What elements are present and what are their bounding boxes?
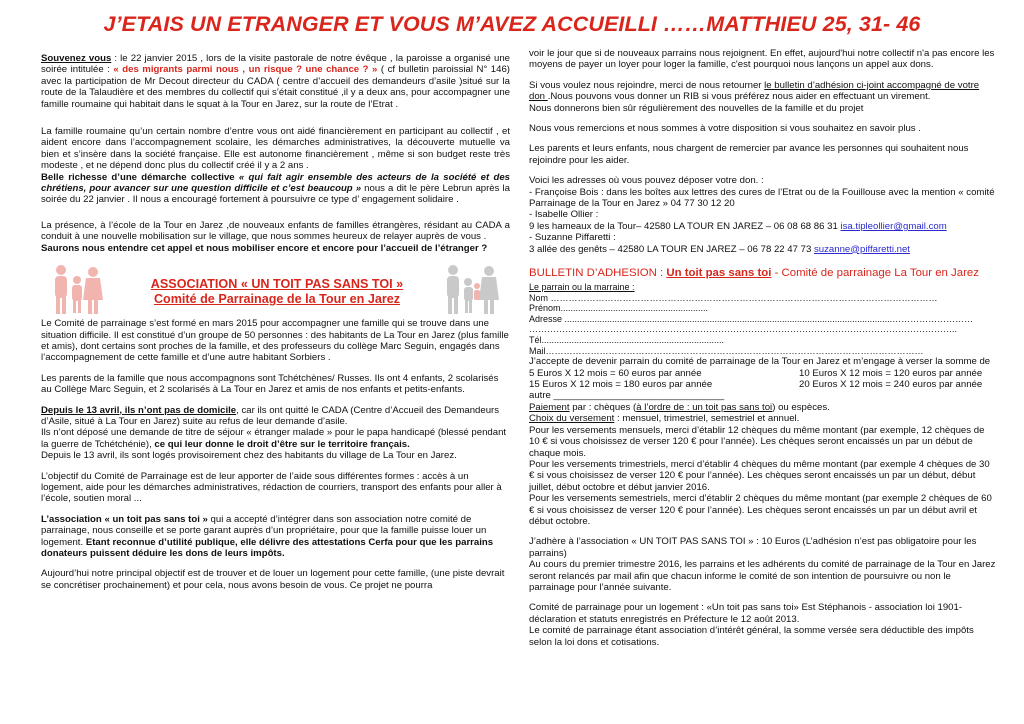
- text: 9 les hameaux de la Tour– 42580 LA TOUR EN JAREZ – 06 08 68 86 31: [529, 220, 841, 232]
- amount-option-120[interactable]: 10 Euros X 12 mois = 120 euros par année: [799, 367, 983, 379]
- tel-field[interactable]: Tél.........................................................................: [529, 335, 725, 346]
- amount-option-60[interactable]: 5 Euros X 12 mois = 60 euros par année: [529, 367, 702, 379]
- quote-lebrun: « qui fait agir ensemble des acteurs de la société et des chrétiens, pour avancer sur une question difficile et c’est beaucoup »: [41, 171, 510, 195]
- text: - Suzanne Piffaretti :: [529, 232, 616, 244]
- paragraph-domicile: [41, 405, 510, 462]
- association-subtitle: Comité de Parrainage de la Tour en Jarez: [153, 292, 401, 307]
- prenom-field[interactable]: Prénom...........................................................: [529, 303, 709, 314]
- nom-field[interactable]: Nom …………………………………………………………………………………………………………………: [529, 292, 938, 303]
- amount-options-row-2: [529, 379, 997, 390]
- bulletin-name: Un toit pas sans toi: [666, 267, 772, 280]
- text: Si vous voulez nous rejoindre, merci de nous retourner: [529, 79, 765, 91]
- adresse-field[interactable]: Adresse ...................................................................................................................................………………………: [529, 313, 974, 324]
- paragraph-remerciements: Nous vous remercions et nous sommes à votre disposition si vous souhaitez en savoir plus .: [529, 123, 921, 135]
- paragraph-ecole: La présence, à l’école de la Tour en Jarez ,de nouveaux enfants de familles étrangères, résidant au CADA a conduit à une nouvelle mobilisation sur le village, que nous sommes heureux de relayer auprès de vous .: [41, 219, 510, 243]
- lead-association: L’association « un toit pas sans toi »: [41, 513, 208, 525]
- paragraph-legal-1: Comité de parrainage pour un logement : «Un toit pas sans toi» Est Stéphanois - association loi 1901-déclaration et statuts enregistrés en Préfecture le 12 août 2013.: [529, 602, 963, 625]
- text: ) ou espèces.: [772, 401, 830, 413]
- paragraph-appel: Saurons nous entendre cet appel et nous mobiliser encore et encore pour l’accueil de l’étranger ?: [41, 242, 488, 254]
- text: : le 22 janvier 2015 , lors de la visite pastorale de notre évêque , la paroisse a organisé une soirée intitulée :: [41, 53, 511, 76]
- text: Ils n’ont déposé une demande de titre de séjour « étranger malade » pour le papa handicapé (blessé pendant la guerre de Tchétchénie),: [41, 427, 507, 450]
- mail-field[interactable]: Mail………………………………………………………………………………………………………………: [529, 345, 924, 356]
- quote-migrants: « des migrants parmi nous , un risque ? une chance ? »: [113, 64, 378, 76]
- text-ordre: à l’ordre de : un toit pas sans toi: [636, 401, 773, 413]
- page-title: J’ETAIS UN ETRANGER ET VOUS M’AVEZ ACCUEILLI ……MATTHIEU 25, 31- 46: [103, 12, 921, 36]
- left-column: [41, 53, 510, 591]
- text: nous a dit le père Lebrun après la soirée du 22 janvier . Il nous a encouragé fortement à poursuivre ce type d’ engagement solidaire .: [41, 183, 510, 206]
- amount-option-180[interactable]: 15 Euros X 12 mois = 180 euros par année: [529, 379, 713, 391]
- text: Depuis le 13 avril, ils sont logés provisoirement chez des habitants du village de La Tour en Jarez.: [41, 450, 457, 462]
- paragraph-relance: Au cours du premier trimestre 2016, les parrains et les adhérents du comité de parrainage de la Tour en Jarez seront relancés par mail afin que chacun informe le comité de son intention de poursuivre ou non le parrainage pour l’année suivante.: [529, 559, 996, 593]
- paragraph-choix: [529, 413, 997, 424]
- paragraph-aujourdhui: Aujourd’hui notre principal objectif est de trouver et de louer un logement pour cette famille, (une piste devrait se concrétiser prochainement) et pour cela, nous avons besoin de vous. Ce projet ne pourra: [41, 568, 505, 591]
- paragraph-rejoindre: [529, 80, 997, 114]
- text: Voici les adresses où vous pouvez déposer votre don. :: [529, 175, 764, 187]
- text: Nous donnerons bien sûr régulièrement des nouvelles de la famille et du projet: [529, 102, 864, 114]
- text: par : chèques (: [569, 401, 637, 413]
- amount-other-field[interactable]: autre ________________________________: [529, 390, 725, 402]
- paragraph-legal-2: Le comité de parrainage étant association d’intérêt général, la somme versée sera déductible des impôts selon la loi dons et cotisations.: [529, 625, 974, 648]
- text: .Nous pouvons vous donner un RIB si vous préférez nous aider en effectuant un virement.: [547, 91, 931, 103]
- association-title-block: [127, 277, 427, 307]
- paragraph-adhesion: J’adhère à l’association « UN TOIT PAS SANS TOI » : 10 Euros (L’adhésion n’est pas obligatoire pour les parrains): [529, 536, 977, 559]
- text: ( cf bulletin paroissial N° 146) avec la participation de Mr Decout directeur du CADA ( centre d’accueil des demandeurs d’asile )situé sur la route de la Talaudière et des membres du collectif qui s’était constitué ,il y a deux ans, pour accompagner une famille roumaine qui habitait dans le squat à la Tour en Jarez, sur la route de l’Etrat .: [41, 64, 510, 110]
- text: 3 allée des genêts – 42580 LA TOUR EN JAREZ – 06 78 22 47 73: [529, 243, 814, 255]
- paragraph-paiement: [529, 402, 997, 413]
- adresse-field-2[interactable]: ……………………………………………………………………………………………………………………………..: [529, 324, 958, 335]
- bold-cerfa: Etant reconnue d’utilité publique, elle délivre des attestations Cerfa pour que les parrains donateurs puissent déduire les dons de leurs impôts.: [41, 536, 494, 559]
- association-header: [41, 262, 510, 318]
- lead-richesse: Belle richesse d’une démarche collective: [41, 171, 235, 183]
- paragraph-souvenez: [41, 53, 510, 110]
- paragraph-richesse: [41, 172, 510, 206]
- paragraph-famille-roumaine: La famille roumaine qu’un certain nombre d’entre vous ont aidé financièrement en participant au collectif , et aident encore dans l’accompagnement scolaire, les démarches administratives, la découverte mutuelle va bien et s’insère dans la société française. Elle est autonome financièrement , même si son budget reste très modeste , et ne dépend donc plus du collectif créé il y a 2 ans .: [41, 126, 510, 172]
- family-figures-icon-right: [439, 262, 507, 318]
- text: - Françoise Bois : dans les boîtes aux lettres des cures de l’Etrat ou de la Fouillouse avec la mention « comité Parrainage de la Tour en Jarez » 04 77 30 12 20: [529, 186, 995, 210]
- paragraph-mensuel: Pour les versements mensuels, merci d’établir 12 chèques du même montant (par exemple, 12 chèques de 10 € si vous choisissez de verser 120 € pour l’année). Les chèques seront encaissés un par un début de chaque mois.: [529, 424, 985, 459]
- paragraph-parents: Les parents de la famille que nous accompagnons sont Tchétchènes/ Russes. Ils ont 4 enfants, 2 scolarisés au Collège Marc Seguin, et 2 scolarisés à La Tour en Jarez et amis de nos enfants et petits-enfants.: [41, 372, 499, 396]
- paragraph-accept: J’accepte de devenir parrain du comité de parrainage de la Tour en Jarez et m’engage à verser la somme de: [529, 356, 991, 368]
- amount-option-240[interactable]: 20 Euros X 12 mois = 240 euros par année: [799, 379, 983, 391]
- text: , car ils ont quitté le CADA (Centre d’Accueil des Demandeurs d’Asile, situé à La Tour en Jarez) suite au refus de leur demande d’asile.: [41, 404, 500, 427]
- email-link-isabelle[interactable]: isa.tipleollier@gmail.com: [840, 220, 947, 232]
- bold-droit: ce qui leur donne le droit d’être sur le territoire français.: [154, 438, 410, 450]
- text: BULLETIN D’ADHESION :: [529, 267, 667, 280]
- paragraph-nouveaux-parrains: voir le jour que si de nouveaux parrains nous rejoignent. En effet, aujourd'hui notre collectif n'a pas encore les moyens de payer un loyer pour loger la famille, c'est pourquoi nous lançons un appel aux dons.: [529, 48, 995, 71]
- bulletin-heading: [529, 267, 997, 280]
- form-head: Le parrain ou la marraine :: [529, 282, 635, 293]
- paragraph-association: [41, 514, 510, 560]
- amount-options-row-1: [529, 368, 997, 379]
- email-link-suzanne[interactable]: suzanne@piffaretti.net: [813, 243, 910, 255]
- paragraph-comite: Le Comité de parrainage s’est formé en mars 2015 pour accompagner une famille qui se trouve dans une situation difficile. Il est constitué d’un groupe de 50 personnes : des habitants de La Tour en Jarez (plus famille et amis), dont certains sont proches de la famille, et des professeurs du collège Marc Seguin, engagés dans l’accompagnement de cette famille et d’une autre habitant Sorbiers .: [41, 318, 509, 364]
- lead-choix: Choix du versement: [529, 413, 615, 425]
- paragraph-objectif: L’objectif du Comité de Parrainage est de leur apporter de l’aide sous différentes formes : accès à un logement, aide pour les démarches administratives, rédaction de courriers, transport des enfants pour aller à l’école, soutien moral ...: [41, 470, 502, 505]
- family-figures-icon-left: [47, 262, 109, 318]
- paragraph-trimestriel: Pour les versements trimestriels, merci d’établir 4 chèques du même montant (par exemple 4 chèques de 30 € si vous choisissez de verser 120 € pour l’année). Les chèques seront encaissés un par un début, début juillet, début octobre et début janvier 2016.: [529, 458, 990, 493]
- text: : mensuel, trimestriel, semestriel et annuel.: [614, 413, 800, 425]
- link-bulletin: le bulletin d’adhésion ci-joint accompagné de votre don: [529, 79, 980, 103]
- lead-domicile: Depuis le 13 avril, ils n’ont pas de domicile: [41, 404, 237, 416]
- paragraph-parents-remercient: Les parents et leurs enfants, nous chargent de remercier par avance les personnes qui souhaitent nous rejoindre pour les aider.: [529, 143, 969, 166]
- right-column: [529, 48, 997, 648]
- text: - Isabelle Ollier :: [529, 209, 599, 221]
- lead-souvenez: Souvenez vous: [41, 53, 112, 64]
- association-title: ASSOCIATION « UN TOIT PAS SANS TOI »: [150, 277, 404, 292]
- paragraph-semestriel: Pour les versements semestriels, merci d’établir 2 chèques du même montant (par exemple 2 chèques de 60 € si vous choisissez de verser 120 € pour l’année). Les chèques seront encaissés un par un début avril et début octobre.: [529, 493, 992, 527]
- membership-form: [529, 282, 997, 356]
- text: qui a accepté d’intégrer dans son association notre comité de parrainage, nous conseille et se porte garant auprès d’un propriétaire, pour que la famille puisse louer un logement.: [41, 513, 487, 548]
- lead-paiement: Paiement: [529, 401, 570, 413]
- paragraph-adresses: [529, 175, 997, 255]
- text: - Comité de parrainage La Tour en Jarez: [771, 267, 979, 280]
